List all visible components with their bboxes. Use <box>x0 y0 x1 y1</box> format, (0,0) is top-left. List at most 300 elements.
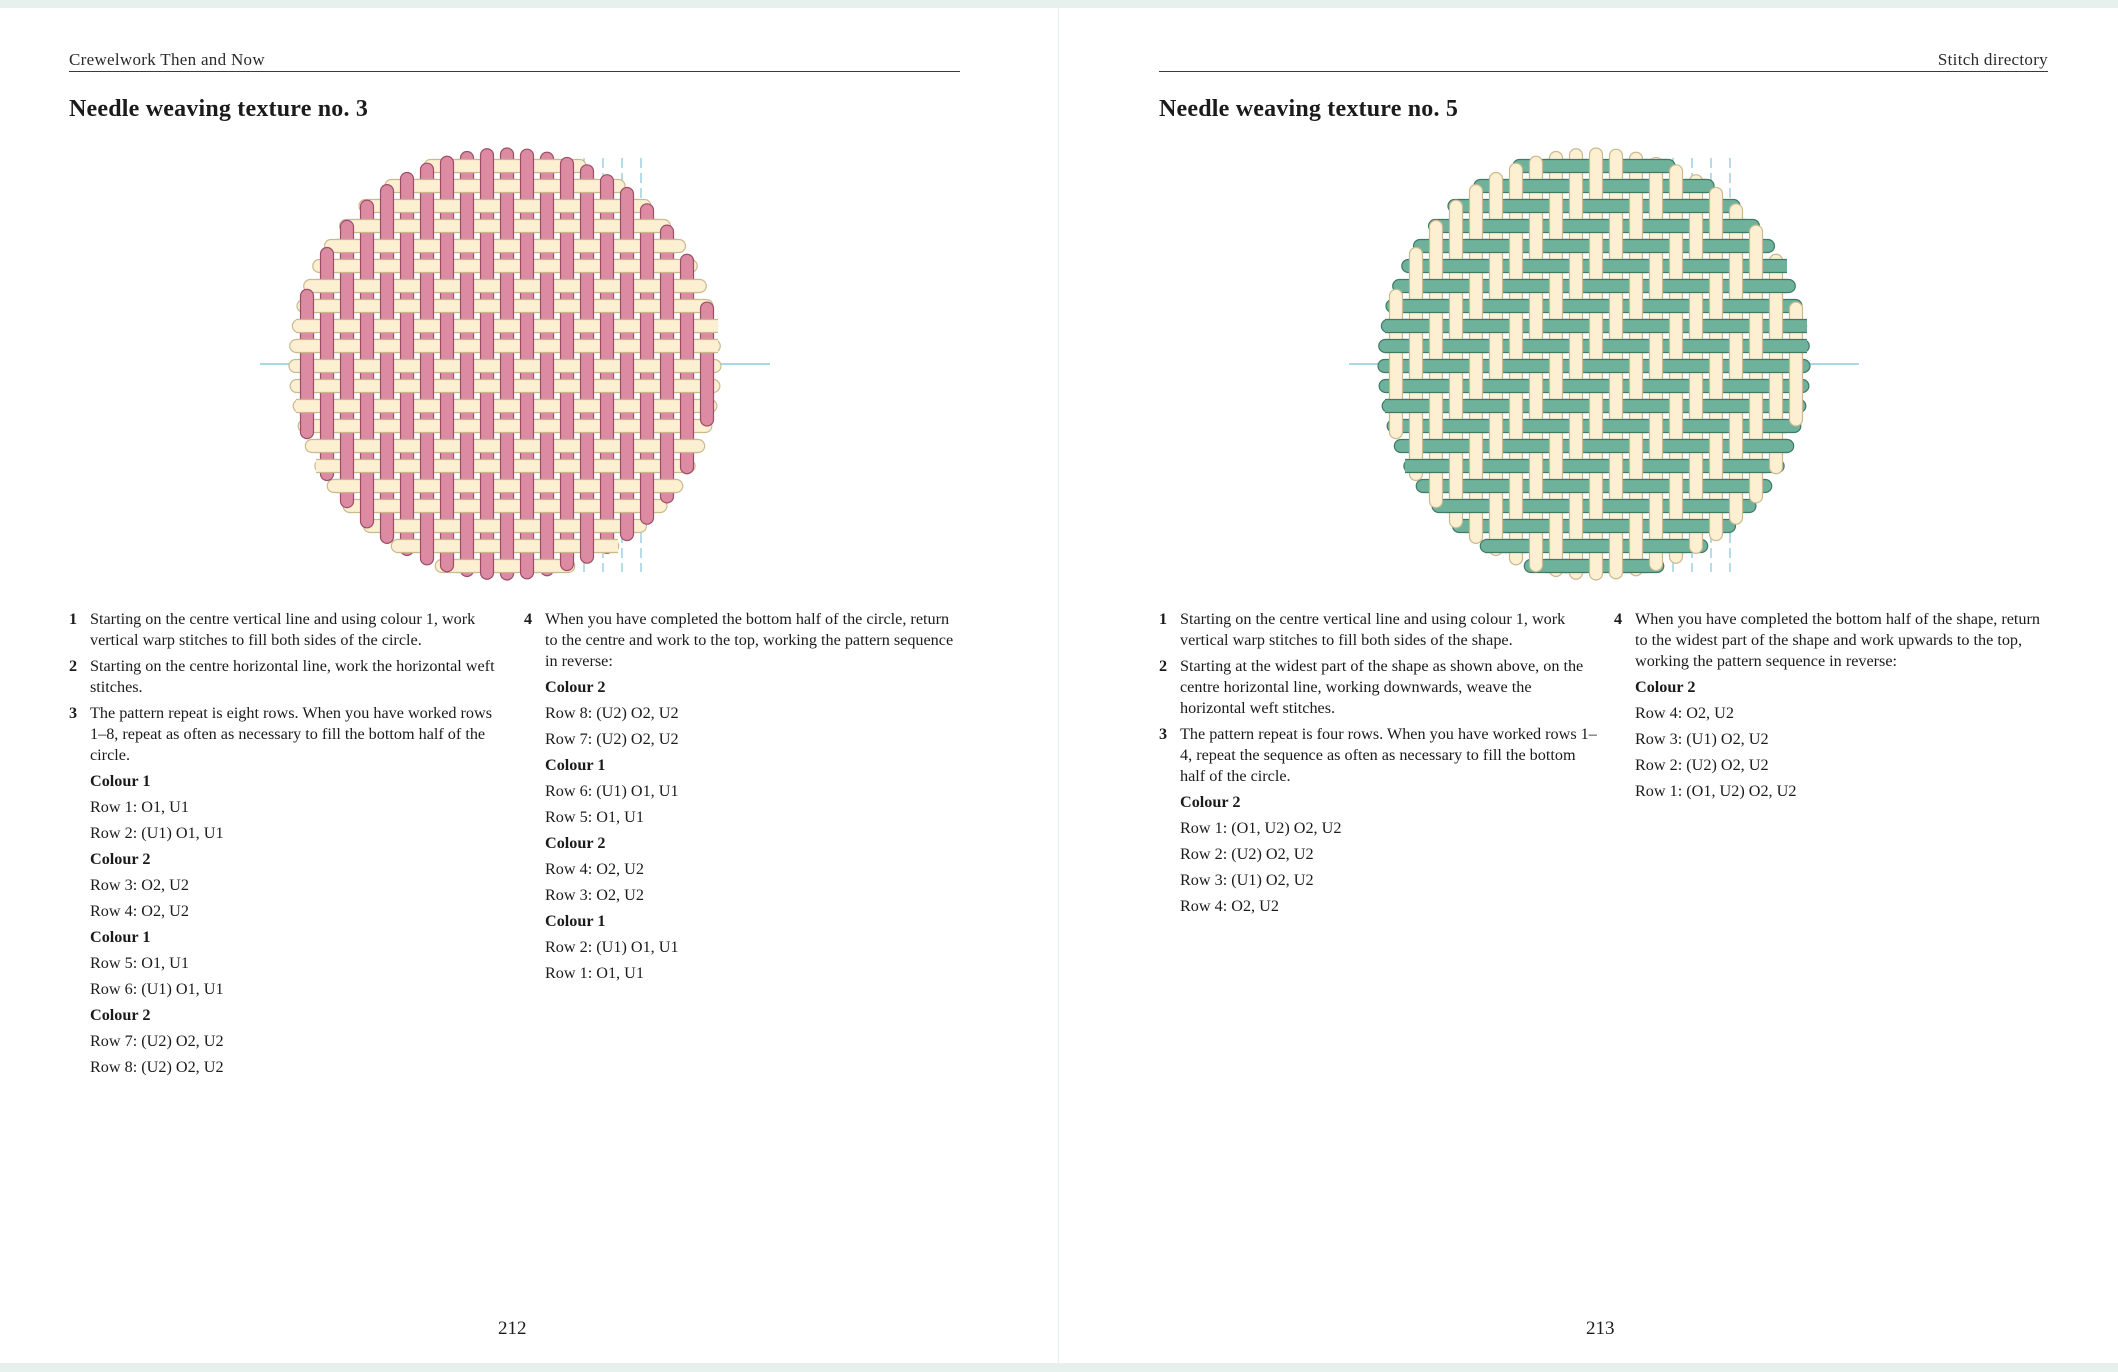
step-4 <box>524 609 954 672</box>
weft-overpass <box>1665 280 1687 293</box>
weft-overpass <box>1585 520 1607 533</box>
weft-overpass <box>416 480 438 493</box>
weft-overpass <box>1645 480 1667 493</box>
weft-overpass <box>1525 200 1547 213</box>
weft-overpass <box>1525 180 1547 193</box>
weft-overpass <box>536 500 558 513</box>
weft-overpass <box>1565 160 1587 173</box>
weft-overpass <box>516 200 538 213</box>
weft-overpass <box>316 300 338 313</box>
weft-overpass <box>396 220 418 233</box>
weft-overpass <box>636 280 658 293</box>
weft-overpass <box>556 200 578 213</box>
step-text: Starting at the widest part of the shape as shown above, on the centre horizontal line, working downwards, weave the horizontal weft stitches. <box>1180 657 1584 717</box>
weft-overpass <box>636 380 658 393</box>
weft-overpass <box>556 360 578 373</box>
weft-overpass <box>1565 380 1587 393</box>
weft-overpass <box>1465 500 1487 513</box>
colour-heading: Colour 2 <box>545 834 606 852</box>
page-number-right: 213 <box>1586 1318 1615 1339</box>
colour-heading: Colour 2 <box>1635 678 1696 696</box>
weft-overpass <box>1645 400 1667 413</box>
weft-overpass <box>1585 200 1607 213</box>
weft-overpass <box>636 360 658 373</box>
weft-overpass <box>1545 500 1567 513</box>
page-title-left: Needle weaving texture no. 3 <box>69 96 369 122</box>
weft-overpass <box>576 180 598 193</box>
weft-overpass <box>596 540 618 553</box>
weft-overpass <box>436 520 458 533</box>
weft-overpass <box>396 460 418 473</box>
weft-overpass <box>1385 400 1407 413</box>
weft-overpass <box>1745 300 1767 313</box>
weft-overpass <box>1765 260 1787 273</box>
weft-overpass <box>396 360 418 373</box>
weft-overpass <box>516 380 538 393</box>
weft-overpass <box>416 240 438 253</box>
weft-overpass <box>1485 240 1507 253</box>
weft-overpass <box>416 500 438 513</box>
weft-overpass <box>556 540 578 553</box>
weft-overpass <box>656 260 678 273</box>
weft-overpass <box>496 420 518 433</box>
weft-overpass <box>476 360 498 373</box>
weft-overpass <box>1645 380 1667 393</box>
weft-overpass <box>1705 260 1727 273</box>
weft-overpass <box>1605 520 1627 533</box>
pattern-row: Row 6: (U1) O1, U1 <box>90 980 224 998</box>
weft-overpass <box>576 340 598 353</box>
weft-overpass <box>456 500 478 513</box>
weft-overpass <box>1625 560 1647 573</box>
weft-overpass <box>1605 280 1627 293</box>
weft-overpass <box>296 320 318 333</box>
weft-overpass <box>1605 200 1627 213</box>
pattern-row: Row 7: (U2) O2, U2 <box>90 1032 224 1050</box>
warp-stitch <box>1390 289 1403 438</box>
instructions-col2-left <box>524 609 954 989</box>
weft-overpass <box>476 220 498 233</box>
weft-overpass <box>1565 240 1587 253</box>
weft-overpass <box>396 440 418 453</box>
weft-overpass <box>1445 440 1467 453</box>
pattern-row: Row 4: O2, U2 <box>545 860 644 878</box>
pattern-row: Row 5: O1, U1 <box>545 808 644 826</box>
pattern-row: Row 2: (U2) O2, U2 <box>1180 845 1314 863</box>
weft-overpass <box>536 560 558 573</box>
weft-overpass <box>1685 420 1707 433</box>
weft-overpass <box>456 160 478 173</box>
weft-overpass <box>1645 540 1667 553</box>
weft-overpass <box>636 220 658 233</box>
weft-overpass <box>1505 520 1527 533</box>
pattern-row: Row 4: O2, U2 <box>1635 704 1734 722</box>
pattern-row: Row 7: (U2) O2, U2 <box>545 730 679 748</box>
weft-overpass <box>416 260 438 273</box>
weft-overpass <box>436 200 458 213</box>
weft-overpass <box>656 400 678 413</box>
weft-overpass <box>1545 260 1567 273</box>
weft-overpass <box>1625 400 1647 413</box>
weft-overpass <box>1745 380 1767 393</box>
step-2 <box>1159 656 1599 719</box>
warp-stitch <box>1570 149 1583 579</box>
weft-overpass <box>476 380 498 393</box>
weft-overpass <box>1705 420 1727 433</box>
weft-overpass <box>316 460 338 473</box>
step-text: When you have completed the bottom half of the circle, return to the centre and work to the top, working the pattern sequence in reverse: <box>545 610 954 670</box>
weft-overpass <box>476 460 498 473</box>
weft-overpass <box>1625 260 1647 273</box>
weft-overpass <box>1665 360 1687 373</box>
weft-overpass <box>476 300 498 313</box>
step-number: 2 <box>69 657 78 675</box>
pattern-row: Row 3: O2, U2 <box>90 876 189 894</box>
weft-overpass <box>1425 280 1447 293</box>
weft-overpass <box>1745 460 1767 473</box>
weft-overpass <box>1765 360 1787 373</box>
weft-overpass <box>1445 260 1467 273</box>
header-rule-left <box>69 71 960 72</box>
weft-overpass <box>496 400 518 413</box>
weft-overpass <box>1625 160 1647 173</box>
weft-overpass <box>1725 300 1747 313</box>
weft-overpass <box>396 200 418 213</box>
weft-overpass <box>536 400 558 413</box>
step-number: 1 <box>1159 610 1168 628</box>
weft-overpass <box>536 420 558 433</box>
colour-heading: Colour 1 <box>545 912 606 930</box>
weft-overpass <box>676 440 698 453</box>
pattern-row: Row 1: (O1, U2) O2, U2 <box>1180 819 1342 837</box>
weft-overpass <box>1585 380 1607 393</box>
weft-overpass <box>1465 260 1487 273</box>
weft-overpass <box>656 320 678 333</box>
weft-overpass <box>1405 400 1427 413</box>
pattern-row: Row 4: O2, U2 <box>1180 897 1279 915</box>
weft-overpass <box>516 300 538 313</box>
weft-overpass <box>1505 280 1527 293</box>
weft-overpass <box>1485 220 1507 233</box>
weft-overpass <box>1665 460 1687 473</box>
weft-overpass <box>416 420 438 433</box>
weft-overpass <box>456 560 478 573</box>
pattern-row: Row 3: (U1) O2, U2 <box>1635 730 1769 748</box>
pattern-row: Row 1: (O1, U2) O2, U2 <box>1635 782 1797 800</box>
weft-overpass <box>1505 200 1527 213</box>
weft-overpass <box>496 480 518 493</box>
weft-overpass <box>596 460 618 473</box>
weft-overpass <box>1745 360 1767 373</box>
weft-overpass <box>596 220 618 233</box>
weft-overpass <box>616 400 638 413</box>
weft-overpass <box>516 280 538 293</box>
weft-overpass <box>456 320 478 333</box>
weft-overpass <box>696 320 718 333</box>
weft-overpass <box>1585 220 1607 233</box>
weft-overpass <box>476 540 498 553</box>
weft-overpass <box>1545 400 1567 413</box>
weft-overpass <box>1585 440 1607 453</box>
weft-overpass <box>356 440 378 453</box>
weft-overpass <box>376 480 398 493</box>
weft-overpass <box>1565 540 1587 553</box>
weft-overpass <box>1525 440 1547 453</box>
weft-overpass <box>376 240 398 253</box>
weft-overpass <box>436 220 458 233</box>
weft-overpass <box>296 400 318 413</box>
weft-overpass <box>1425 440 1447 453</box>
weft-overpass <box>556 280 578 293</box>
weft-overpass <box>1545 320 1567 333</box>
weft-overpass <box>496 320 518 333</box>
weft-overpass <box>476 280 498 293</box>
weft-overpass <box>596 360 618 373</box>
header-rule-right <box>1159 71 2048 72</box>
weft-overpass <box>1685 180 1707 193</box>
weft-overpass <box>1565 300 1587 313</box>
weft-overpass <box>1545 420 1567 433</box>
weft-overpass <box>1465 480 1487 493</box>
right-page <box>1059 8 2118 1363</box>
weft-overpass <box>396 380 418 393</box>
weft-overpass <box>416 400 438 413</box>
weft-overpass <box>316 280 338 293</box>
weft-overpass <box>1525 500 1547 513</box>
weft-overpass <box>356 380 378 393</box>
weft-overpass <box>456 260 478 273</box>
step-number: 1 <box>69 610 78 628</box>
weft-overpass <box>516 440 538 453</box>
weft-overpass <box>456 240 478 253</box>
weft-overpass <box>376 320 398 333</box>
weft-overpass <box>536 180 558 193</box>
weft-overpass <box>1605 420 1627 433</box>
weft-overpass <box>1665 440 1687 453</box>
weft-overpass <box>376 400 398 413</box>
weft-overpass <box>1625 480 1647 493</box>
left-page <box>0 8 1058 1363</box>
weft-overpass <box>1605 500 1627 513</box>
weft-overpass <box>1705 400 1727 413</box>
weft-overpass <box>1625 500 1647 513</box>
weft-overpass <box>1605 260 1627 273</box>
weft-overpass <box>1385 320 1407 333</box>
weft-overpass <box>1725 480 1747 493</box>
weft-overpass <box>496 180 518 193</box>
weft-overpass <box>356 460 378 473</box>
weft-overpass <box>1565 320 1587 333</box>
weft-overpass <box>616 240 638 253</box>
weft-overpass <box>636 440 658 453</box>
pattern-row: Row 2: (U1) O1, U1 <box>545 938 679 956</box>
weft-overpass <box>1625 180 1647 193</box>
weft-overpass <box>516 220 538 233</box>
weft-overpass <box>1585 280 1607 293</box>
weft-overpass <box>556 300 578 313</box>
weft-overpass <box>1585 540 1607 553</box>
weft-overpass <box>1745 280 1767 293</box>
weft-overpass <box>1465 320 1487 333</box>
weft-overpass <box>1425 360 1447 373</box>
weft-overpass <box>1645 220 1667 233</box>
weft-overpass <box>416 180 438 193</box>
weft-overpass <box>1685 500 1707 513</box>
weft-overpass <box>336 260 358 273</box>
step-number: 3 <box>69 704 78 722</box>
weft-overpass <box>1505 460 1527 473</box>
weft-overpass <box>1405 300 1427 313</box>
step-text: Starting on the centre horizontal line, work the horizontal weft stitches. <box>90 657 495 696</box>
step-text: Starting on the centre vertical line and using colour 1, work vertical warp stitches to fill both sides of the circle. <box>90 610 476 649</box>
weft-overpass <box>1625 320 1647 333</box>
weft-overpass <box>1465 420 1487 433</box>
weft-overpass <box>1685 260 1707 273</box>
weft-overpass <box>616 320 638 333</box>
weft-overpass <box>1725 220 1747 233</box>
weft-overpass <box>676 280 698 293</box>
weft-overpass <box>616 260 638 273</box>
weft-overpass <box>576 420 598 433</box>
weft-overpass <box>1605 360 1627 373</box>
weft-overpass <box>536 240 558 253</box>
step-3 <box>69 703 509 766</box>
weft-overpass <box>1485 480 1507 493</box>
step-4 <box>1614 609 2044 672</box>
weft-overpass <box>1785 320 1807 333</box>
weft-overpass <box>436 540 458 553</box>
pattern-row: Row 1: O1, U1 <box>545 964 644 982</box>
weft-overpass <box>516 520 538 533</box>
weft-overpass <box>556 380 578 393</box>
weft-overpass <box>1625 240 1647 253</box>
weft-overpass <box>576 400 598 413</box>
weft-overpass <box>596 280 618 293</box>
weft-overpass <box>536 260 558 273</box>
weft-overpass <box>1685 360 1707 373</box>
weft-overpass <box>1725 400 1747 413</box>
weft-overpass <box>1485 540 1507 553</box>
weft-overpass <box>376 260 398 273</box>
pattern-row: Row 8: (U2) O2, U2 <box>90 1058 224 1076</box>
weft-overpass <box>1705 500 1727 513</box>
weft-overpass <box>436 300 458 313</box>
weft-overpass <box>436 380 458 393</box>
weft-overpass <box>356 360 378 373</box>
weft-overpass <box>356 280 378 293</box>
weft-overpass <box>576 260 598 273</box>
weft-overpass <box>396 280 418 293</box>
weft-overpass <box>1645 160 1667 173</box>
weft-overpass <box>396 520 418 533</box>
weft-overpass <box>516 460 538 473</box>
weft-overpass <box>436 440 458 453</box>
weft-overpass <box>1545 480 1567 493</box>
colour-heading: Colour 1 <box>545 756 606 774</box>
weft-overpass <box>676 300 698 313</box>
weft-overpass <box>616 420 638 433</box>
weft-overpass <box>636 460 658 473</box>
weft-overpass <box>1765 280 1787 293</box>
weft-overpass <box>1645 320 1667 333</box>
step-1 <box>1159 609 1599 651</box>
weft-overpass <box>1705 340 1727 353</box>
step-3 <box>1159 724 1599 787</box>
weft-overpass <box>556 460 578 473</box>
weft-overpass <box>436 280 458 293</box>
weft-overpass <box>496 340 518 353</box>
weft-overpass <box>356 220 378 233</box>
weft-overpass <box>496 260 518 273</box>
weft-overpass <box>1545 160 1567 173</box>
weft-overpass <box>1485 320 1507 333</box>
weft-overpass <box>1425 460 1447 473</box>
step-text: When you have completed the bottom half of the shape, return to the widest part of the shape and work upwards to the top, working the pattern sequence in reverse: <box>1635 610 2041 670</box>
weft-overpass <box>1705 480 1727 493</box>
weft-overpass <box>616 500 638 513</box>
weft-overpass <box>396 300 418 313</box>
weft-overpass <box>1545 180 1567 193</box>
colour-heading: Colour 2 <box>90 1006 151 1024</box>
colour-heading: Colour 2 <box>90 850 151 868</box>
weft-overpass <box>536 320 558 333</box>
pattern-row: Row 2: (U1) O1, U1 <box>90 824 224 842</box>
pattern-row: Row 8: (U2) O2, U2 <box>545 704 679 722</box>
weft-overpass <box>1585 460 1607 473</box>
weft-overpass <box>296 340 318 353</box>
weft-overpass <box>616 480 638 493</box>
weft-overpass <box>1725 320 1747 333</box>
weft-overpass <box>456 400 478 413</box>
weft-overpass <box>1725 240 1747 253</box>
weft-overpass <box>636 300 658 313</box>
weft-overpass <box>1485 460 1507 473</box>
weft-overpass <box>1665 220 1687 233</box>
pattern-row: Row 6: (U1) O1, U1 <box>545 782 679 800</box>
weft-overpass <box>1445 280 1467 293</box>
pattern-row: Row 3: O2, U2 <box>545 886 644 904</box>
step-number: 2 <box>1159 657 1168 675</box>
page-number-left: 212 <box>498 1318 527 1339</box>
weft-overpass <box>416 340 438 353</box>
weft-overpass <box>1705 320 1727 333</box>
weft-overpass <box>1625 340 1647 353</box>
colour-heading: Colour 1 <box>90 928 151 946</box>
page-title-right: Needle weaving texture no. 5 <box>1159 96 1459 122</box>
weft-overpass <box>1605 340 1627 353</box>
weft-overpass <box>1685 440 1707 453</box>
weft-overpass <box>1465 240 1487 253</box>
weft-overpass <box>1445 500 1467 513</box>
weft-overpass <box>336 480 358 493</box>
step-number: 4 <box>524 610 533 628</box>
weft-overpass <box>1505 380 1527 393</box>
weft-overpass <box>656 340 678 353</box>
weft-overpass <box>1605 180 1627 193</box>
weft-overpass <box>676 360 698 373</box>
weft-overpass <box>1765 440 1787 453</box>
weft-overpass <box>1565 220 1587 233</box>
weft-overpass <box>376 340 398 353</box>
weft-overpass <box>1585 360 1607 373</box>
weft-overpass <box>1425 380 1447 393</box>
weft-overpass <box>1625 420 1647 433</box>
warp-stitch <box>1410 248 1423 481</box>
weft-overpass <box>1405 380 1427 393</box>
weft-overpass <box>1545 560 1567 573</box>
colour-heading: Colour 1 <box>90 772 151 790</box>
weft-overpass <box>1465 400 1487 413</box>
